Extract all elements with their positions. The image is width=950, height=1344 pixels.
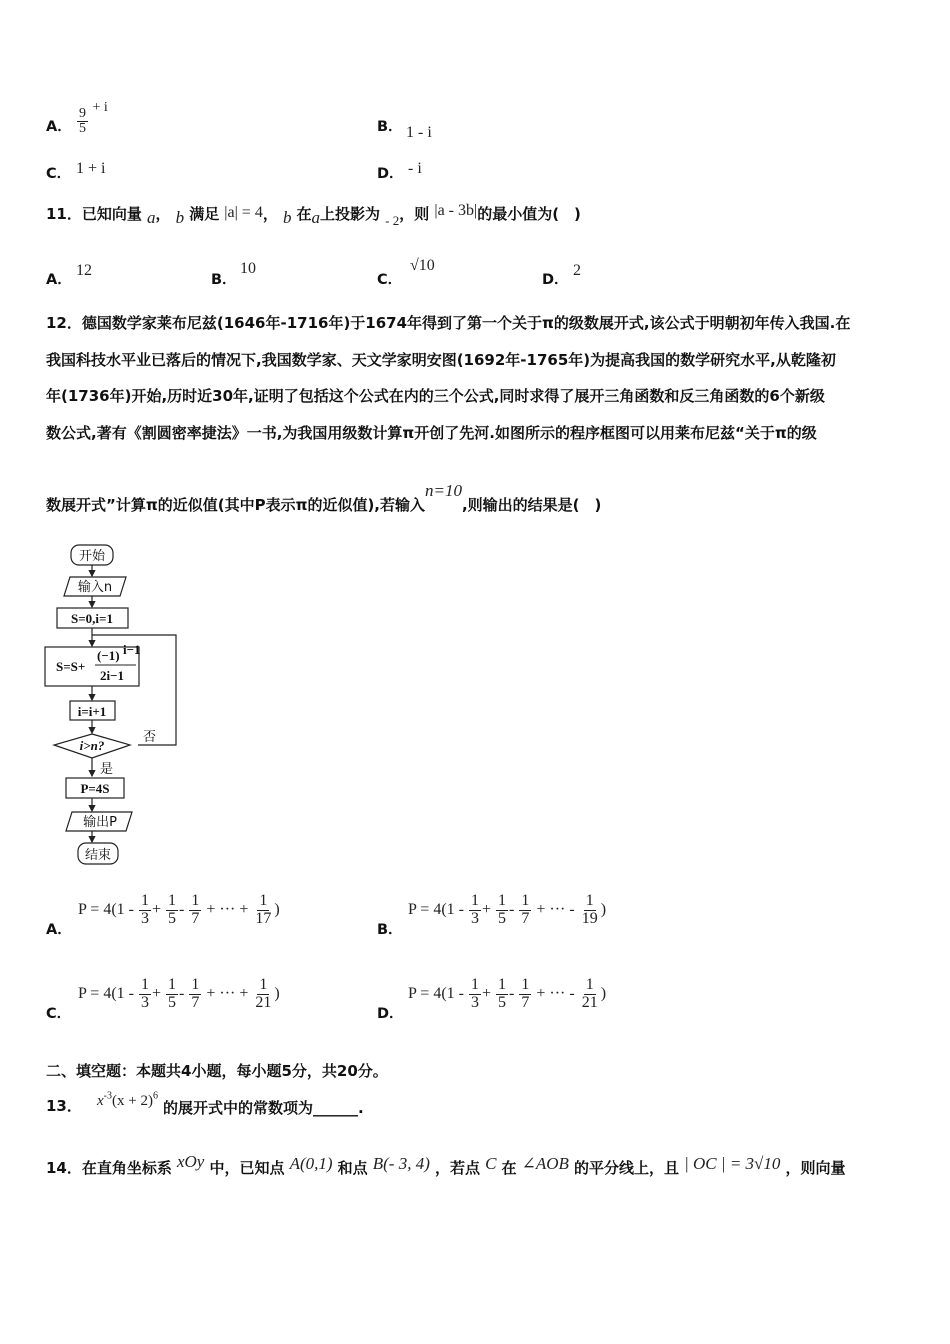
q10-option-d-label: D． <box>377 166 404 182</box>
q12-line-4: 数公式,著有《割圆密率捷法》一书,为我国用级数计算π开创了先河.如图所示的程序框图可以用莱布尼兹“关于π的级 <box>46 423 817 442</box>
q12-line-5: 数展开式”计算π的近似值(其中P表示π的近似值),若输入n=10,则输出的结果是( ) <box>46 481 602 514</box>
q11-option-b-value: 10 <box>240 260 256 277</box>
q10-option-a-value: $\frac{9}{5}$ + i <box>79 100 108 137</box>
flow-update-den: 2i−1 <box>100 668 125 683</box>
q11-stem: 11．已知向量 a， b 满足 |a| = 4， b 在a上投影为 $_{- 2}$，则 |a - 3b|的最小值为( ) <box>46 202 581 228</box>
flow-output-text: 输出P <box>83 815 117 830</box>
flow-incr-text: i=i+1 <box>77 704 107 719</box>
q12-option-b-value: P = 4(1 - $\frac{1}{3}$ + $\frac{1}{5}$ - $\frac{1}{7}$ + ··· - $\frac{1}{19}$ ) <box>408 892 607 927</box>
flow-init-text: S=0,i=1 <box>71 611 113 626</box>
q10-option-d-value: - i <box>408 160 422 177</box>
flow-no-label: 否 <box>143 730 157 745</box>
q10-option-b-label: B． <box>377 119 403 135</box>
q12-option-a-value: P = 4(1 - $\frac{1}{3}$ + $\frac{1}{5}$ - $\frac{1}{7}$ + ··· + $\frac{1}{17}$ ) <box>78 892 280 927</box>
q11-option-d-label: D． <box>542 272 569 288</box>
q12-line-2: 我国科技水平业已落后的情况下,我国数学家、天文学家明安图(1692年-1765年)为提高我国的数学研究水平,从乾隆初 <box>46 350 836 369</box>
q10-option-a-label: A． <box>46 119 72 135</box>
q12-line-3: 年(1736年)开始,历时近30年,证明了包括这个公式在内的三个公式,同时求得了展开三角函数和反三角函数的6个新级 <box>46 387 825 405</box>
flow-end-text: 结束 <box>84 848 112 863</box>
q10-option-b-value: 1 - i <box>406 124 432 141</box>
flow-update-num: (−1) <box>97 648 120 663</box>
q13-stem: 13． $x^{-3}(x + 2)^6$ 的展开式中的常数项为______. <box>46 1090 364 1117</box>
q12-option-a-label: A． <box>46 922 72 938</box>
q10-option-c-label: C． <box>46 166 72 182</box>
q11-option-b-label: B． <box>211 272 237 288</box>
q12-option-d-value: P = 4(1 - $\frac{1}{3}$ + $\frac{1}{5}$ - $\frac{1}{7}$ + ··· - $\frac{1}{21}$ ) <box>408 976 607 1011</box>
q11-option-a-value: 12 <box>76 262 92 279</box>
q11-option-c-value: √10 <box>410 257 435 274</box>
q14-stem: 14．在直角坐标系 xOy 中，已知点 A(0,1) 和点 B(- 3, 4) ，若点 C 在 ∠AOB 的平分线上，且 | OC | = 3√10 ，则向量 <box>46 1152 846 1177</box>
q12-option-b-label: B． <box>377 922 403 938</box>
q11-option-c-label: C． <box>377 272 403 288</box>
flow-cond-text: i>n? <box>79 738 105 753</box>
q11-option-a-label: A． <box>46 272 72 288</box>
flow-input-text: 输入n <box>77 580 113 595</box>
flow-update-s-text: S=S+ <box>56 659 86 674</box>
section-heading-fill-in: 二、填空题：本题共4小题，每小题5分，共20分。 <box>46 1062 388 1080</box>
program-flowchart <box>40 540 200 870</box>
q12-line-1: 12．德国数学家莱布尼兹(1646年-1716年)于1674年得到了第一个关于π的级数展开式,该公式于明朝初年传入我国.在 <box>46 314 851 332</box>
flow-update-exp: i−1 <box>123 642 141 657</box>
flow-start-text: 开始 <box>78 549 106 564</box>
q12-paragraph <box>46 305 911 524</box>
flow-calc-text: P=4S <box>80 781 110 796</box>
flow-yes-label: 是 <box>100 762 114 777</box>
q10-option-c-value: 1 + i <box>76 160 106 177</box>
q12-option-c-value: P = 4(1 - $\frac{1}{3}$ + $\frac{1}{5}$ - $\frac{1}{7}$ + ··· + $\frac{1}{21}$ ) <box>78 976 280 1011</box>
q12-option-c-label: C． <box>46 1006 72 1022</box>
q12-option-d-label: D． <box>377 1006 404 1022</box>
q11-option-d-value: 2 <box>573 262 581 279</box>
